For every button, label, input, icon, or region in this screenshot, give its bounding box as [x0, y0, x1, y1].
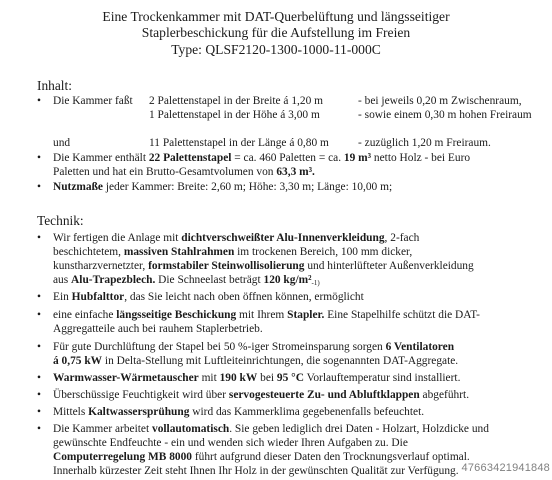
capacity-length: 11 Palettenstapel in der Länge á 0,80 m [149, 137, 329, 149]
capacity-label: Die Kammer faßt [53, 95, 133, 107]
capacity-height-note: - sowie einem 0,30 m hohen Freiraum [358, 109, 532, 121]
capacity-length-note: - zuzüglich 1,20 m Freiraum. [358, 137, 491, 149]
capacity-width-note: - bei jeweils 0,20 m Zwischenraum, [358, 95, 522, 107]
bullet-icon: • [37, 291, 41, 303]
bullet-icon: • [37, 152, 41, 164]
bullet-icon: • [37, 423, 41, 435]
content-line-2: Paletten und hat ein Brutto-Gesamtvolumen von 63,3 m³. [53, 166, 315, 178]
technik-heading: Technik: [37, 213, 84, 228]
ventilation-line-1: Für gute Durchlüftung der Stapel bei 50 %-iger Stromeinsparung sorgen 6 Ventilatoren [53, 341, 455, 353]
capacity-width: 2 Palettenstapel in der Breite á 1,20 m [149, 95, 323, 107]
automation-line-1: Die Kammer arbeitet vollautomatisch. Sie geben lediglich drei Daten - Holzart, Holzdicke und [53, 423, 489, 435]
content-line-1: Die Kammer enthält 22 Palettenstapel = ca. 460 Paletten = ca. 19 m³ netto Holz - bei Euro [53, 152, 471, 164]
dimensions-line: Nutzmaße jeder Kammer: Breite: 2,60 m; Höhe: 3,30 m; Länge: 10,00 m; [53, 181, 393, 193]
spray-line: Mittels Kaltwassersprühung wird das Kammerklima gegebenenfalls befeuchtet. [53, 406, 425, 418]
title-line-3: Type: QLSF2120-1300-1000-11-000C [171, 42, 381, 57]
bullet-icon: • [37, 341, 41, 353]
inhalt-heading: Inhalt: [37, 78, 72, 93]
bullet-icon: • [37, 95, 41, 107]
construction-line-2: beschichtetem, massiven Stahlrahmen im trockenen Bereich, 100 mm dicker, [53, 246, 413, 258]
loading-line-2: Aggregatteile auch bei rauhem Staplerbetrieb. [53, 323, 263, 335]
door-line: Ein Hubfalttor, das Sie leicht nach oben öffnen können, ermöglicht [53, 291, 364, 303]
construction-line-3: kunstharzvernetzter, formstabiler Steinwollisolierung und hinterlüfteter Außenverkleidung [53, 260, 474, 272]
construction-line-1: Wir fertigen die Anlage mit dichtverschweißter Alu-Innenverkleidung, 2-fach [53, 232, 420, 244]
bullet-icon: • [37, 372, 41, 384]
automation-line-4: Innerhalb kürzester Zeit steht Ihnen Ihr Holz in der gewünschten Qualität zur Verfügung. [53, 465, 459, 477]
automation-line-2: gewünschte Endfeuchte - ein und wenden sich wieder Ihren Aufgaben zu. Die [53, 437, 408, 449]
und-label: und [53, 137, 71, 149]
loading-line-1: eine einfache längsseitige Beschickung mit Ihrem Stapler. Eine Stapelhilfe schützt die DAT- [53, 309, 480, 321]
title-line-1: Eine Trockenkammer mit DAT-Querbelüftung und längsseitiger [102, 9, 450, 24]
bullet-icon: • [37, 232, 41, 244]
automation-line-3: Computerregelung MB 8000 führt aufgrund dieser Daten den Trocknungsverlauf optimal. [53, 451, 470, 463]
humidity-line: Überschüssige Feuchtigkeit wird über servogesteuerte Zu- und Abluftklappen abgeführt. [53, 389, 470, 401]
watermark-id: 47663421941848 [461, 462, 550, 474]
bullet-icon: • [37, 406, 41, 418]
title-line-2: Staplerbeschickung für die Aufstellung im Freien [141, 25, 411, 40]
capacity-height: 1 Palettenstapel in der Höhe á 3,00 m [149, 109, 320, 121]
ventilation-line-2: á 0,75 kW in Delta-Stellung mit Luftleiteinrichtungen, die sogenannten DAT-Aggregate. [53, 355, 459, 367]
footnote-marker: -1) [311, 279, 320, 287]
bullet-icon: • [37, 181, 41, 193]
bullet-icon: • [37, 309, 41, 321]
heat-exchanger-line: Warmwasser-Wärmetauscher mit 190 kW bei 95 °C Vorlauftemperatur sind installiert. [53, 372, 461, 384]
bullet-icon: • [37, 389, 41, 401]
construction-line-4: aus Alu-Trapezblech. Die Schneelast beträgt 120 $kg/m^2_{-1)}$ [53, 274, 320, 287]
